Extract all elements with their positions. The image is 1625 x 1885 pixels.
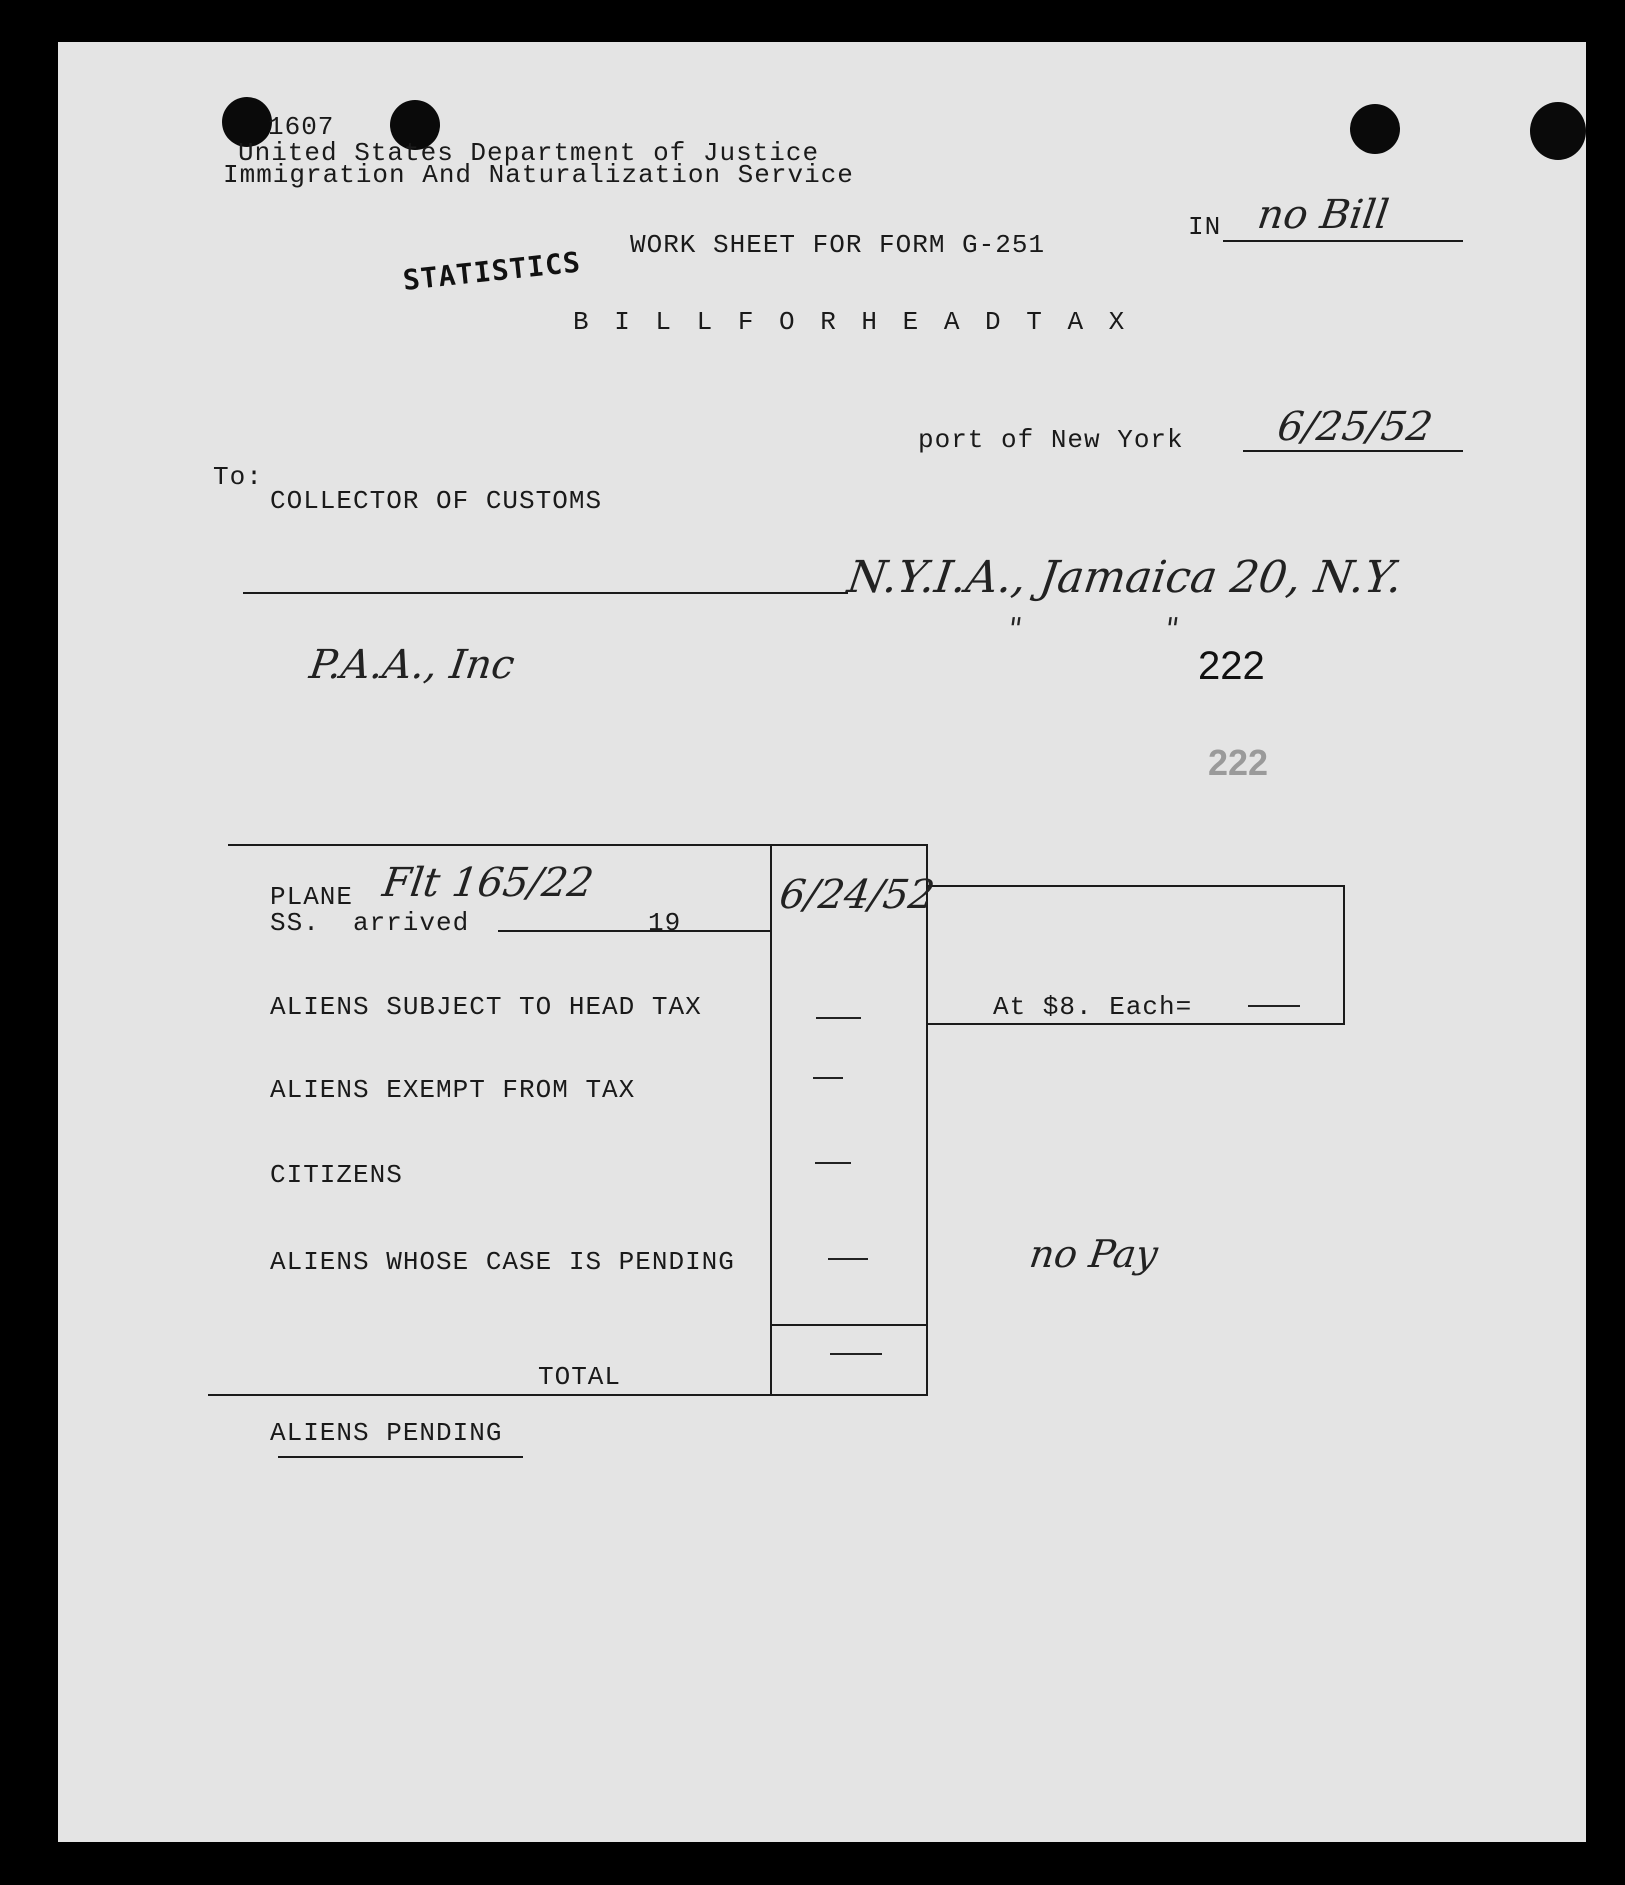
row-value-pending: [828, 1258, 868, 1260]
ditto-marks: " ": [1005, 612, 1182, 647]
collector-of-customs: COLLECTOR OF CUSTOMS: [270, 486, 603, 516]
total-divider: [770, 1324, 928, 1326]
port-date-underline: [1243, 450, 1463, 452]
statistics-stamp: STATISTICS: [401, 245, 583, 297]
entry-number: 222: [1198, 644, 1265, 688]
row-value-citizens: [815, 1162, 851, 1164]
address-location: N.Y.I.A., Jamaica 20, N.Y.: [844, 552, 1406, 603]
aliens-pending-underline: [278, 1456, 523, 1458]
row-label-subject-to-tax: ALIENS SUBJECT TO HEAD TAX: [270, 992, 702, 1022]
in-label: IN: [1188, 212, 1222, 242]
to-label: To:: [213, 462, 263, 492]
row-label-pending: ALIENS WHOSE CASE IS PENDING: [270, 1247, 735, 1277]
rate-value: [1248, 1005, 1300, 1007]
worksheet-title: WORK SHEET FOR FORM G-251: [630, 230, 1046, 260]
row-value-subject-to-tax: [816, 1017, 861, 1019]
in-value: no Bill: [1254, 192, 1392, 238]
department-name: United States Department of Justice: [238, 138, 820, 168]
total-value: [830, 1353, 882, 1355]
arrived-date: 6/24/52: [776, 872, 938, 918]
service-name: Immigration And Naturalization Service: [223, 160, 854, 190]
column-right-border: [926, 844, 928, 1396]
plane-label: PLANE: [270, 882, 354, 912]
address-underline: [243, 592, 848, 594]
row-label-citizens: CITIZENS: [270, 1160, 403, 1190]
arrived-label: arrived: [353, 908, 470, 938]
punch-hole-right: [1350, 104, 1400, 154]
faint-entry-number: 222: [1208, 742, 1269, 783]
punch-hole-edge: [1530, 102, 1586, 160]
box-top-border: [928, 885, 1343, 887]
row-value-exempt: [813, 1077, 843, 1079]
ss-label: SS.: [270, 908, 320, 938]
port-date: 6/25/52: [1274, 404, 1436, 450]
document-page: [58, 42, 1586, 1842]
bill-title: B I L L F O R H E A D T A X: [573, 307, 1130, 337]
year-prefix: 19: [648, 908, 682, 938]
box-bottom-border: [928, 1023, 1345, 1025]
box-right-border: [1343, 885, 1345, 1025]
form-number: 1607: [268, 112, 335, 142]
table-top-border: [228, 844, 928, 846]
table-bottom-border: [208, 1394, 928, 1396]
port-label: port of New York: [918, 425, 1184, 455]
no-pay-note: no Pay: [1026, 1232, 1161, 1276]
rate-text: At $8. Each=: [993, 992, 1193, 1022]
arrived-underline: [498, 930, 770, 932]
plane-flight-value: Flt 165/22: [379, 860, 597, 906]
column-left-border: [770, 846, 772, 1396]
company-name: P.A.A., Inc: [306, 642, 518, 688]
row-label-exempt: ALIENS EXEMPT FROM TAX: [270, 1075, 636, 1105]
in-underline: [1223, 240, 1463, 242]
total-label: TOTAL: [538, 1362, 622, 1392]
aliens-pending-label: ALIENS PENDING: [270, 1418, 503, 1448]
